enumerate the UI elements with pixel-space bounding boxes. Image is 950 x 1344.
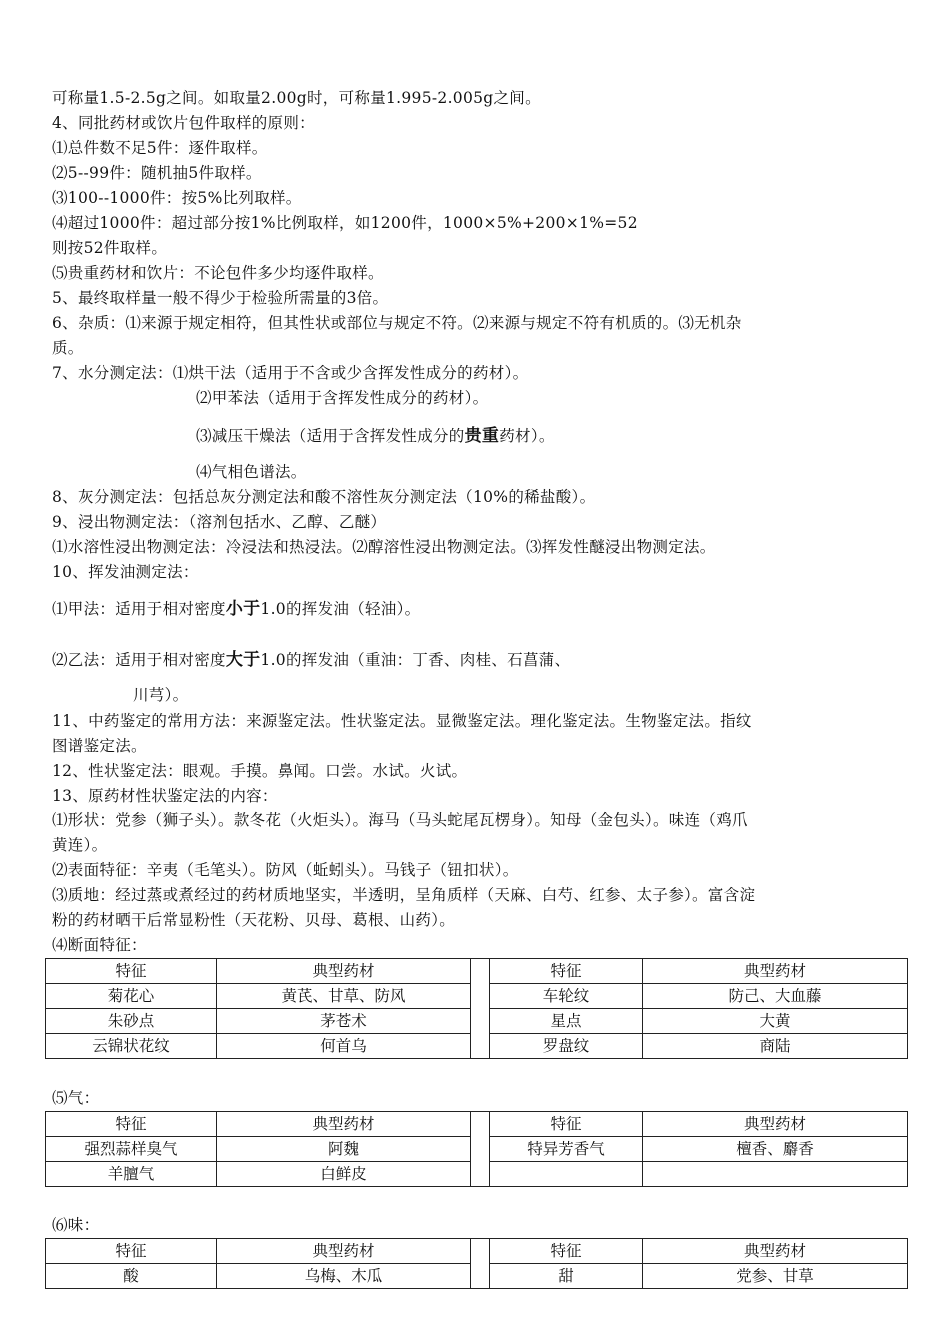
text-line: 可称量1.5-2.5g之间。如取量2.00g时，可称量1.995-2.005g之间。 (52, 89, 541, 107)
text-line: ⑷气相色谱法。 (196, 463, 307, 481)
text-line: 黄连）。 (52, 836, 108, 854)
text-line: 粉的药材晒干后常显粉性（天花粉、贝母、葛根、山药）。 (52, 911, 456, 929)
table-header-cell: 典型药材 (643, 1239, 908, 1264)
table-row (46, 1034, 908, 1059)
text-line (52, 650, 912, 670)
table-cell: 罗盘纹 (490, 1034, 643, 1059)
table-gap (471, 1112, 490, 1137)
table-cell (490, 1162, 643, 1187)
text-line: ⑵5--99件：随机抽5件取样。 (52, 164, 262, 182)
heading-9: 9、浸出物测定法：（溶剂包括水、乙醇、乙醚） (52, 513, 387, 531)
table-cell: 甜 (490, 1264, 643, 1289)
table-header-cell: 特征 (490, 1112, 643, 1137)
table-cell: 黄芪、甘草、防风 (217, 984, 471, 1009)
section-features-table (45, 958, 908, 1059)
table-row (46, 1009, 908, 1034)
table-header-cell: 典型药材 (643, 1112, 908, 1137)
text-span: ⑴甲法：适用于相对密度 (52, 600, 226, 618)
text-line: ⑵表面特征：辛夷（毛笔头）。防风（蚯蚓头）。马钱子（钮扣状）。 (52, 861, 519, 879)
text-line: ⑶100--1000件：按5%比列取样。 (52, 189, 302, 207)
table-gap (471, 1264, 490, 1289)
heading-11: 11、中药鉴定的常用方法：来源鉴定法。性状鉴定法。显微鉴定法。理化鉴定法。生物鉴定法。指纹 (52, 712, 752, 730)
table-cell: 檀香、麝香 (643, 1137, 908, 1162)
heading-8: 8、灰分测定法：包括总灰分测定法和酸不溶性灰分测定法（10%的稀盐酸）。 (52, 488, 596, 506)
table-row (46, 1137, 908, 1162)
table-cell: 星点 (490, 1009, 643, 1034)
taste-table (45, 1238, 908, 1289)
table-header-cell: 特征 (490, 959, 643, 984)
text-line: 图谱鉴定法。 (52, 737, 147, 755)
text-span: 1.0的挥发油（重油：丁香、肉桂、石菖蒲、 (260, 651, 571, 669)
heading-10: 10、挥发油测定法： (52, 563, 199, 581)
table-gap (471, 1034, 490, 1059)
text-line: ⑹味： (52, 1216, 100, 1234)
table-cell: 强烈蒜样臭气 (46, 1137, 217, 1162)
table-header-row (46, 1239, 908, 1264)
text-line: 质。 (52, 339, 84, 357)
table-header-cell: 典型药材 (217, 1112, 471, 1137)
emphasis-text: 小于 (225, 599, 261, 619)
table-cell: 车轮纹 (490, 984, 643, 1009)
odor-table (45, 1111, 908, 1187)
table-row (46, 984, 908, 1009)
text-span: ⑵乙法：适用于相对密度 (52, 651, 226, 669)
text-line (52, 599, 912, 619)
emphasis-text: 贵重 (464, 426, 500, 446)
table-cell: 阿魏 (217, 1137, 471, 1162)
table-gap (471, 1162, 490, 1187)
table-cell: 朱砂点 (46, 1009, 217, 1034)
text-line: ⑸气： (52, 1089, 100, 1107)
table-header-cell: 典型药材 (643, 959, 908, 984)
text-line: ⑸贵重药材和饮片：不论包件多少均逐件取样。 (52, 264, 384, 282)
table-cell: 防己、大血藤 (643, 984, 908, 1009)
table-cell: 酸 (46, 1264, 217, 1289)
table-gap (471, 984, 490, 1009)
table-cell: 何首乌 (217, 1034, 471, 1059)
table-cell: 白鲜皮 (217, 1162, 471, 1187)
text-line: 则按52件取样。 (52, 239, 168, 257)
table-header-cell: 特征 (46, 959, 217, 984)
table-header-row (46, 1112, 908, 1137)
text-line: ⑷断面特征： (52, 936, 147, 954)
table-cell: 菊花心 (46, 984, 217, 1009)
table-gap (471, 959, 490, 984)
table-gap (471, 1137, 490, 1162)
table-gap (471, 1009, 490, 1034)
table-cell: 茅苍术 (217, 1009, 471, 1034)
table-cell: 云锦状花纹 (46, 1034, 217, 1059)
heading-5: 5、最终取样量一般不得少于检验所需量的3倍。 (52, 289, 389, 307)
heading-4: 4、同批药材或饮片包件取样的原则： (52, 114, 315, 132)
table-header-cell: 特征 (46, 1239, 217, 1264)
table-cell: 乌梅、木瓜 (217, 1264, 471, 1289)
text-line: ⑴形状：党参（狮子头）。款冬花（火炬头）。海马（马头蛇尾瓦楞身）。知母（金包头）。味连（鸡爪 (52, 811, 748, 829)
text-line: ⑷超过1000件：超过部分按1%比例取样，如1200件，1000×5%+200×1%=52 (52, 214, 638, 232)
table-header-cell: 典型药材 (217, 959, 471, 984)
table-cell: 商陆 (643, 1034, 908, 1059)
text-line: ⑶质地：经过蒸或煮经过的药材质地坚实，半透明，呈角质样（天麻、白芍、红参、太子参）。富含淀 (52, 886, 756, 904)
emphasis-text: 大于 (225, 650, 261, 670)
text-span: 1.0的挥发油（轻油）。 (260, 600, 421, 618)
text-span: ⑶减压干燥法（适用于含挥发性成分的 (196, 427, 465, 445)
table-cell: 党参、甘草 (643, 1264, 908, 1289)
table-header-cell: 典型药材 (217, 1239, 471, 1264)
heading-7: 7、水分测定法：⑴烘干法（适用于不含或少含挥发性成分的药材）。 (52, 364, 529, 382)
table-cell: 羊膻气 (46, 1162, 217, 1187)
text-line: ⑵甲苯法（适用于含挥发性成分的药材）。 (196, 389, 489, 407)
table-gap (471, 1239, 490, 1264)
table-cell: 特异芳香气 (490, 1137, 643, 1162)
text-span: 药材）。 (499, 427, 555, 445)
heading-6: 6、杂质：⑴来源于规定相符，但其性状或部位与规定不符。⑵来源与规定不符有机质的。⑶无机杂 (52, 314, 742, 332)
table-row (46, 1162, 908, 1187)
table-header-cell: 特征 (46, 1112, 217, 1137)
text-line: ⑴总件数不足5件：逐件取样。 (52, 139, 268, 157)
text-line: ⑴水溶性浸出物测定法：冷浸法和热浸法。⑵醇溶性浸出物测定法。⑶挥发性醚浸出物测定法。 (52, 538, 716, 556)
text-line (196, 426, 950, 446)
heading-13: 13、原药材性状鉴定法的内容： (52, 787, 278, 805)
table-cell (643, 1162, 908, 1187)
table-row (46, 1264, 908, 1289)
table-cell: 大黄 (643, 1009, 908, 1034)
heading-12: 12、性状鉴定法：眼观。手摸。鼻闻。口尝。水试。火试。 (52, 762, 468, 780)
table-header-cell: 特征 (490, 1239, 643, 1264)
text-line: 川芎）。 (133, 686, 189, 704)
table-header-row (46, 959, 908, 984)
